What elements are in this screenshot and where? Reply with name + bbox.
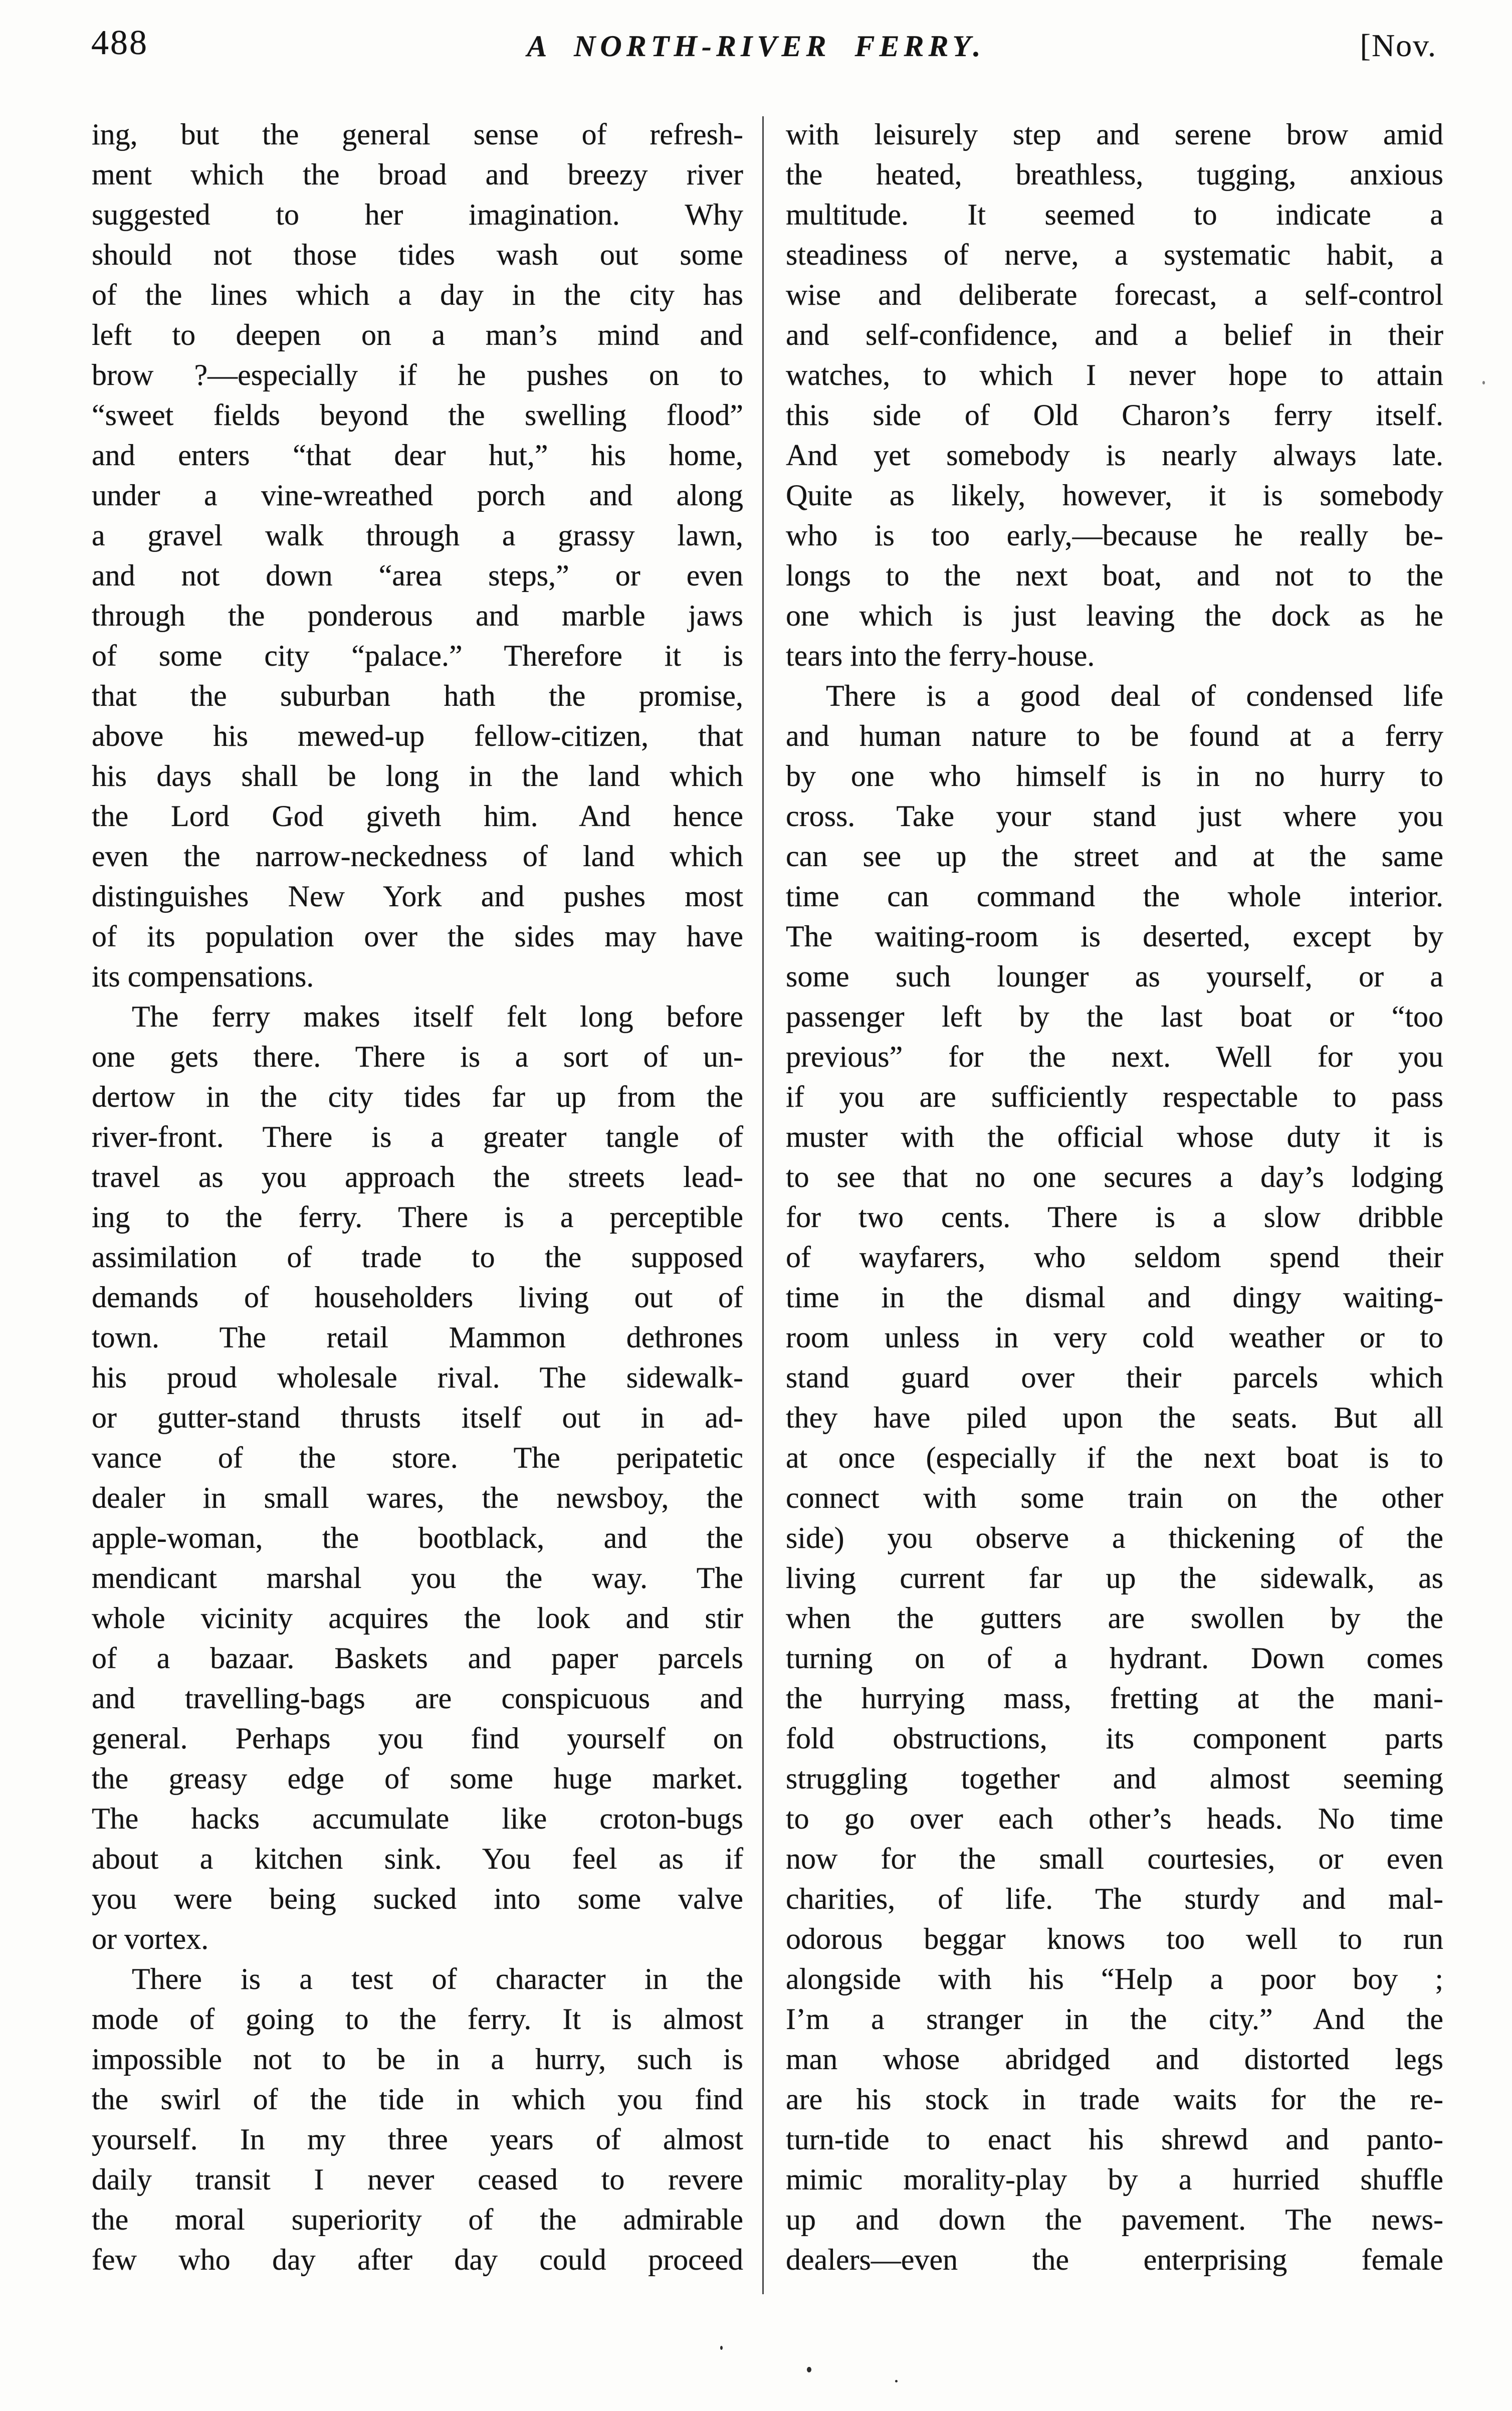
text-line: under a vine-wreathed porch and along [92,479,743,512]
text-line: daily transit I never ceased to revere [92,2163,743,2196]
text-line: left to deepen on a man’s mind and [92,318,743,351]
text-line: the moral superiority of the admirable [92,2203,743,2236]
text-line: distinguishes New York and pushes most [92,880,743,913]
text-line: by one who himself is in no hurry to [786,759,1443,792]
column-divider-rule [762,116,764,2294]
text-line: of some city “palace.” Therefore it is [92,639,743,672]
text-line: the hurrying mass, fretting at the mani- [786,1682,1443,1715]
text-line: dealer in small wares, the newsboy, the [92,1481,743,1514]
text-line: brow ?—especially if he pushes on to [92,358,743,391]
text-line: vance of the store. The peripatetic [92,1441,743,1474]
text-line: and travelling-bags are conspicuous and [92,1682,743,1715]
text-line: that the suburban hath the promise, [92,679,743,712]
text-line: or vortex. [92,1922,209,1955]
text-line: are his stock in trade waits for the re- [786,2083,1443,2116]
text-line: the greasy edge of some huge market. [92,1762,743,1795]
text-line: suggested to her imagination. Why [92,198,743,231]
text-line: stand guard over their parcels which [786,1361,1443,1394]
scan-speck [720,2346,723,2350]
text-line: if you are sufficiently respectable to pass [786,1080,1443,1113]
text-column-right [786,114,1443,2280]
text-line: tears into the ferry-house. [786,639,1095,672]
text-line: living current far up the sidewalk, as [786,1561,1443,1594]
text-line: There is a test of character in the [132,1962,743,1995]
text-line: some such lounger as yourself, or a [786,960,1443,993]
text-line: There is a good deal of condensed life [826,679,1443,712]
text-line: previous” for the next. Well for you [786,1040,1443,1073]
text-line: charities, of life. The sturdy and mal- [786,1882,1443,1915]
text-line: assimilation of trade to the supposed [92,1241,743,1274]
text-line: watches, to which I never hope to attain [786,358,1443,391]
text-line: now for the small courtesies, or even [786,1842,1443,1875]
text-line: they have piled upon the seats. But all [786,1401,1443,1434]
text-line: his days shall be long in the land which [92,759,743,792]
text-line: The hacks accumulate like croton-bugs [92,1802,743,1835]
text-line: general. Perhaps you find yourself on [92,1722,743,1755]
text-line: turning on of a hydrant. Down comes [786,1642,1443,1675]
text-line: when the gutters are swollen by the [786,1601,1443,1635]
text-line: of its population over the sides may have [92,920,743,953]
text-line: muster with the official whose duty it is [786,1120,1443,1153]
text-line: ing, but the general sense of refresh- [92,118,743,151]
text-line: and enters “that dear hut,” his home, [92,439,743,472]
text-line: struggling together and almost seeming [786,1762,1443,1795]
text-line: his proud wholesale rival. The sidewalk- [92,1361,743,1394]
text-line: one gets there. There is a sort of un- [92,1040,743,1073]
text-line: “sweet fields beyond the swelling flood” [92,398,743,432]
text-line: and self-confidence, and a belief in their [786,318,1443,351]
text-line: you were being sucked into some valve [92,1882,743,1915]
text-line: this side of Old Charon’s ferry itself. [786,398,1443,432]
text-line: side) you observe a thickening of the [786,1521,1443,1554]
text-line: its compensations. [92,960,314,993]
text-line: one which is just leaving the dock as he [786,599,1443,632]
text-line: impossible not to be in a hurry, such is [92,2043,743,2076]
text-line: river-front. There is a greater tangle of [92,1120,743,1153]
text-line: town. The retail Mammon dethrones [92,1321,743,1354]
text-line: And yet somebody is nearly always late. [786,439,1443,472]
text-line: time can command the whole interior. [786,880,1443,913]
text-line: and not down “area steps,” or even [92,559,743,592]
text-line: up and down the pavement. The news- [786,2203,1443,2236]
text-line: even the narrow-neckedness of land which [92,840,743,873]
text-line: whole vicinity acquires the look and stir [92,1601,743,1635]
text-line: apple-woman, the bootblack, and the [92,1521,743,1554]
text-column-left [92,114,743,2280]
article-title: A NORTH-RIVER FERRY. [527,30,985,63]
text-line: demands of householders living out of [92,1281,743,1314]
text-line: connect with some train on the other [786,1481,1443,1514]
text-line: The waiting-room is deserted, except by [786,920,1443,953]
text-line: to go over each other’s heads. No time [786,1802,1443,1835]
text-line: of wayfarers, who seldom spend their [786,1241,1443,1274]
text-line: of a bazaar. Baskets and paper parcels [92,1642,743,1675]
text-line: multitude. It seemed to indicate a [786,198,1443,231]
text-line: with leisurely step and serene brow amid [786,118,1443,151]
text-line: who is too early,—because he really be- [786,519,1443,552]
text-line: steadiness of nerve, a systematic habit, a [786,238,1443,271]
scan-speck [807,2367,811,2372]
text-line: for two cents. There is a slow dribble [786,1200,1443,1234]
text-line: mimic morality-play by a hurried shuffle [786,2163,1443,2196]
text-line: at once (especially if the next boat is to [786,1441,1443,1474]
text-line: cross. Take your stand just where you [786,799,1443,833]
text-line: to see that no one secures a day’s lodging [786,1160,1443,1193]
text-line: wise and deliberate forecast, a self-control [786,278,1443,311]
text-line: longs to the next boat, and not to the [786,559,1443,592]
text-line: mendicant marshal you the way. The [92,1561,743,1594]
issue-month-label: [Nov. [1360,28,1437,63]
text-line: above his mewed-up fellow-citizen, that [92,719,743,752]
text-line: and human nature to be found at a ferry [786,719,1443,752]
text-line: ing to the ferry. There is a perceptible [92,1200,743,1234]
text-line: mode of going to the ferry. It is almost [92,2002,743,2036]
text-line: fold obstructions, its component parts [786,1722,1443,1755]
text-line: the heated, breathless, tugging, anxious [786,158,1443,191]
text-line: through the ponderous and marble jaws [92,599,743,632]
text-line: a gravel walk through a grassy lawn, [92,519,743,552]
text-line: ment which the broad and breezy river [92,158,743,191]
text-line: The ferry makes itself felt long before [132,1000,743,1033]
text-line: about a kitchen sink. You feel as if [92,1842,743,1875]
text-line: can see up the street and at the same [786,840,1443,873]
text-line: dertow in the city tides far up from the [92,1080,743,1113]
text-line: travel as you approach the streets lead- [92,1160,743,1193]
scan-speck [895,2380,898,2382]
text-line: dealers—even the enterprising female [786,2243,1443,2276]
text-line: room unless in very cold weather or to [786,1321,1443,1354]
text-line: odorous beggar knows too well to run [786,1922,1443,1955]
text-line: alongside with his “Help a poor boy ; [786,1962,1443,1995]
text-line: time in the dismal and dingy waiting- [786,1281,1443,1314]
text-line: should not those tides wash out some [92,238,743,271]
text-line: the Lord God giveth him. And hence [92,799,743,833]
text-line: turn-tide to enact his shrewd and panto- [786,2123,1443,2156]
running-head [0,0,1512,100]
text-line: of the lines which a day in the city has [92,278,743,311]
text-line: I’m a stranger in the city.” And the [786,2002,1443,2036]
text-line: Quite as likely, however, it is somebody [786,479,1443,512]
text-line: passenger left by the last boat or “too [786,1000,1443,1033]
text-line: man whose abridged and distorted legs [786,2043,1443,2076]
text-line: yourself. In my three years of almost [92,2123,743,2156]
text-line: few who day after day could proceed [92,2243,743,2276]
scan-speck [1482,381,1485,384]
text-line: or gutter-stand thrusts itself out in ad- [92,1401,743,1434]
text-line: the swirl of the tide in which you find [92,2083,743,2116]
page-number: 488 [91,24,148,62]
